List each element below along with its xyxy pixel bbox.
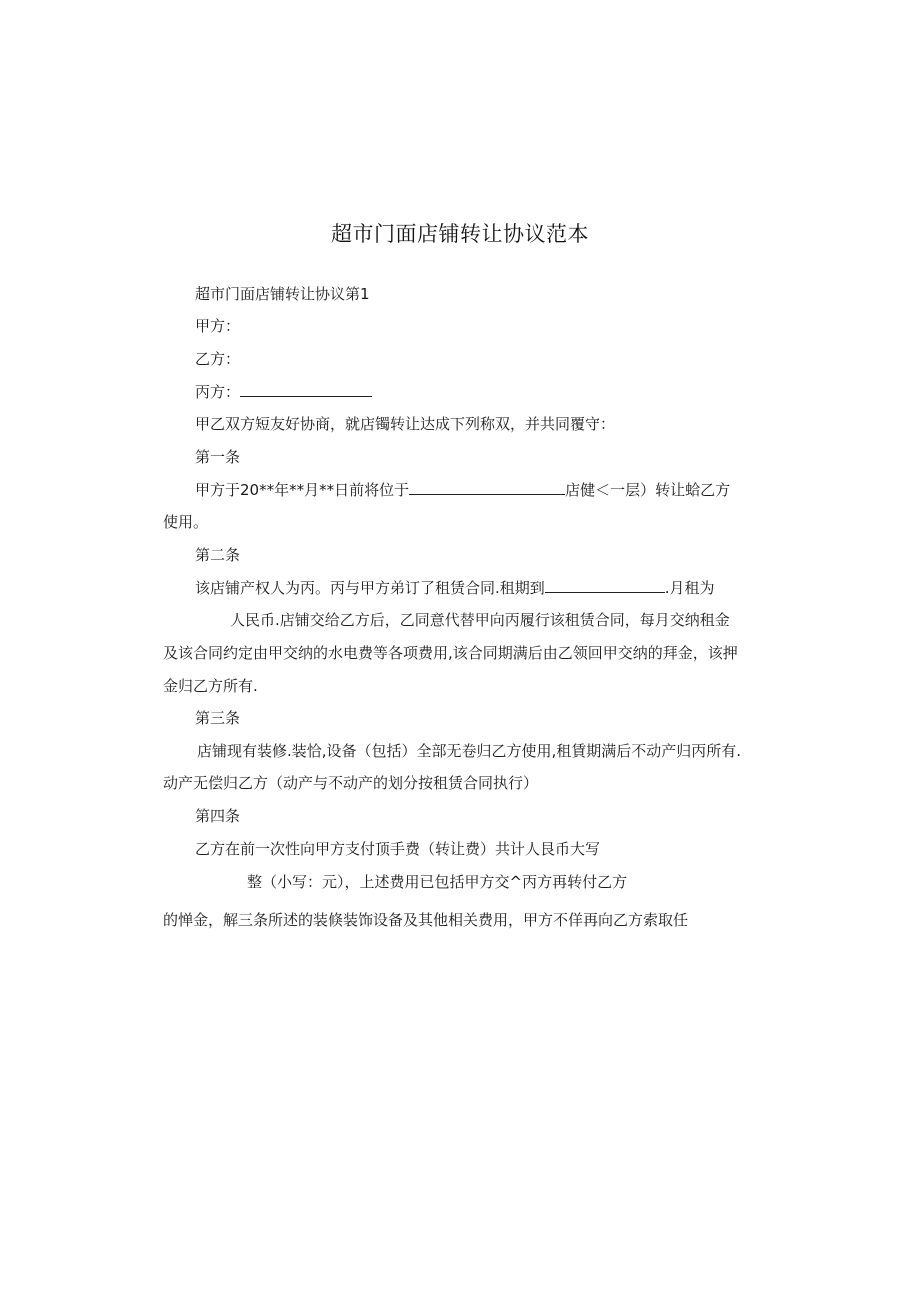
article-2-line-1 — [195, 578, 715, 598]
article-2-text-a: 该店铺产权人为丙。丙与甲方弟订了租赁合同.租期到 — [195, 579, 545, 597]
party-c-line — [195, 382, 372, 402]
article-3-line-2: 动产无偿归乙方（动产与不动产的划分按租赁合同执行） — [163, 774, 539, 792]
article-2-heading: 第二条 — [195, 546, 241, 564]
article-4-line-2: 整（小写：元），上述费用已包括甲方交^丙方再转付乙方 — [247, 873, 628, 891]
article-3-heading: 第三条 — [195, 709, 241, 727]
article-4-heading: 第四条 — [195, 807, 241, 825]
article-1-line-1 — [195, 480, 730, 500]
article-2-line-4: 金归乙方所有. — [163, 677, 258, 695]
article-4-line-3: 的惮金，解三条所述的装倏装饰设备及其他相关费用，甲方不佯再向乙方索取任 — [163, 911, 689, 929]
party-c-label: 丙方： — [195, 383, 241, 401]
article-1-heading: 第一条 — [195, 448, 241, 466]
party-b-label: 乙方： — [195, 350, 241, 368]
subtitle: 超市门面店铺转让协议第1 — [195, 285, 370, 303]
article-1-text-a: 甲方于20**年**月**日前将位于 — [195, 481, 410, 499]
lease-term-blank — [545, 578, 665, 593]
party-c-blank — [240, 382, 372, 397]
location-blank — [409, 480, 565, 495]
article-2-line-2: 人民币.店铺交给乙方后，乙同意代替甲向丙履行该租赁合同，每月交纳租金 — [230, 611, 730, 629]
intro-paragraph: 甲乙双方短友好协商，就店镯转让达成下列称双，并共同覆守： — [195, 415, 616, 433]
article-1-text-b: 店健＜一层）转让蛤乙方 — [565, 481, 731, 499]
party-a-label: 甲方： — [195, 317, 241, 335]
article-2-text-b: .月租为 — [664, 579, 715, 597]
document-title: 超市门面店铺转让协议范本 — [331, 222, 589, 246]
article-3-line-1: 店铺现有装修.装恰,设备（包括）全部无卷归乙方使用,租賃期满后不动产归丙所有. — [197, 742, 742, 760]
article-1-line-2: 使用。 — [163, 513, 209, 531]
article-4-line-1: 乙方在前一次性向甲方支付顶手费（转让费）共计人艮币大写 — [195, 840, 601, 858]
article-2-line-3: 及该合同约定由甲交纳的水电费等各项费用,该合同期满后由乙领回甲交纳的拜金，该押 — [163, 644, 738, 662]
